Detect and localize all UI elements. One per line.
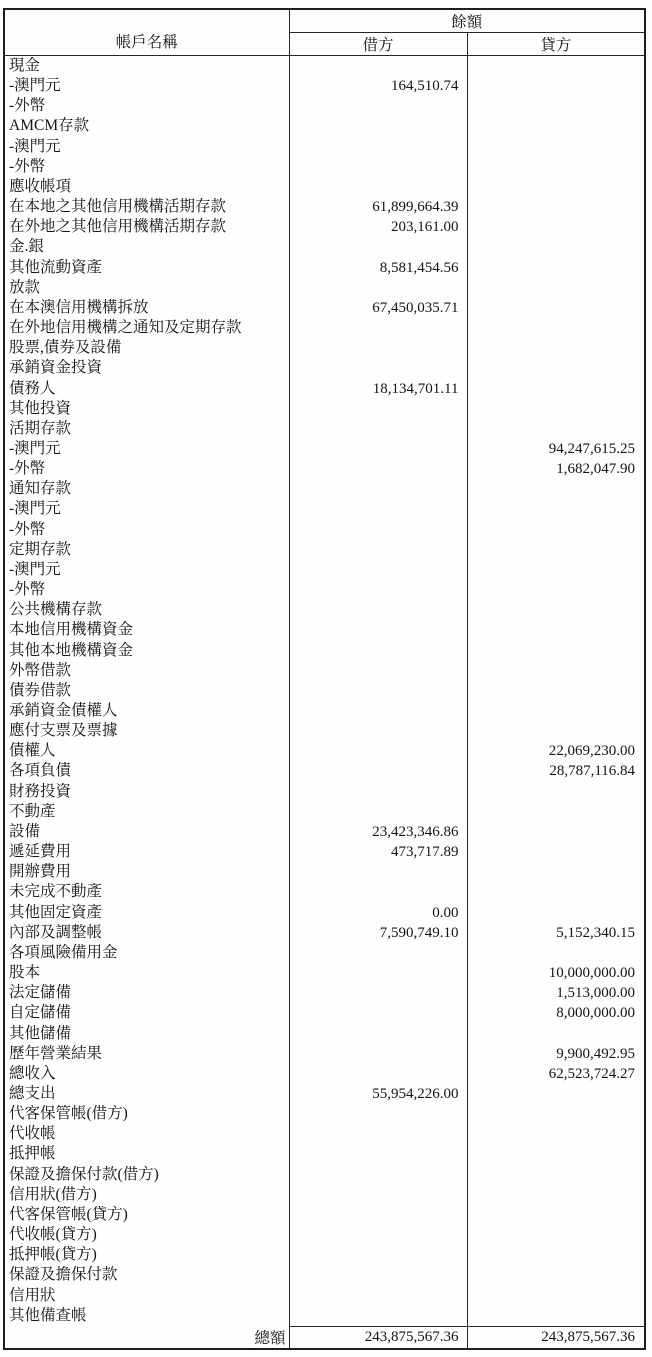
- table-row: [4, 882, 645, 902]
- account-name-cell: 其他投資: [4, 399, 289, 419]
- credit-value-cell: [467, 157, 645, 177]
- credit-value-cell: [467, 217, 645, 237]
- credit-value-cell: [467, 540, 645, 560]
- total-credit-value: 243,875,567.36: [467, 1326, 645, 1349]
- account-name-cell: 各項負債: [4, 761, 289, 781]
- table-row: [4, 298, 645, 318]
- credit-value-cell: [467, 1104, 645, 1124]
- account-name-cell: -外幣: [4, 96, 289, 116]
- credit-value-cell: [467, 520, 645, 540]
- account-name-cell: -外幣: [4, 157, 289, 177]
- account-name-cell: 內部及調整帳: [4, 923, 289, 943]
- table-row: [4, 560, 645, 580]
- credit-value-cell: [467, 560, 645, 580]
- debit-value-cell: [289, 137, 467, 157]
- account-name-cell: 通知存款: [4, 479, 289, 499]
- table-row: [4, 1286, 645, 1306]
- total-debit-value: 243,875,567.36: [289, 1326, 467, 1349]
- account-name-cell: -澳門元: [4, 76, 289, 96]
- credit-value-cell: 5,152,340.15: [556, 924, 636, 941]
- credit-value-cell: [467, 177, 645, 197]
- credit-value-cell: [467, 499, 645, 519]
- credit-value-cell: [467, 278, 645, 298]
- account-name-cell: 定期存款: [4, 540, 289, 560]
- account-name-cell: 放款: [4, 278, 289, 298]
- credit-value-cell: [467, 1306, 645, 1327]
- table-row: [4, 479, 645, 499]
- debit-value-cell: [289, 520, 467, 540]
- credit-value-cell: [467, 237, 645, 257]
- account-name-cell: 其他備查帳: [4, 1306, 289, 1327]
- account-name-cell: 活期存款: [4, 419, 289, 439]
- table-row: [4, 1003, 645, 1023]
- credit-value-cell: 62,523,724.27: [548, 1065, 636, 1082]
- account-name-cell: 其他本地機構資金: [4, 641, 289, 661]
- table-row: [4, 1104, 645, 1124]
- debit-value-cell: [289, 782, 467, 802]
- account-name-cell: 金.銀: [4, 237, 289, 257]
- table-row: [4, 1265, 645, 1285]
- debit-value-cell: [289, 358, 467, 378]
- account-name-cell: 代客保管帳(借方): [4, 1104, 289, 1124]
- account-name-cell: AMCM存款: [4, 116, 289, 136]
- table-row: [4, 641, 645, 661]
- account-name-cell: 信用狀(借方): [4, 1185, 289, 1205]
- table-row: [4, 278, 645, 298]
- table-row: [4, 76, 645, 96]
- account-name-cell: -外幣: [4, 520, 289, 540]
- debit-value-cell: [289, 1003, 467, 1023]
- debit-value-cell: [289, 318, 467, 338]
- total-label: 總額: [4, 1326, 289, 1349]
- table-row: [4, 842, 645, 862]
- account-name-cell: 股本: [4, 963, 289, 983]
- table-body: [4, 56, 645, 1327]
- account-name-cell: 在外地信用機構之通知及定期存款: [4, 318, 289, 338]
- debit-value-cell: 67,450,035.71: [289, 298, 467, 318]
- debit-value-cell: 0.00: [289, 903, 467, 923]
- credit-value-cell: [467, 338, 645, 358]
- debit-value-cell: [289, 1245, 467, 1265]
- credit-value-cell: [467, 1265, 645, 1285]
- account-name-cell: -外幣: [4, 459, 289, 479]
- debit-value-cell: [289, 237, 467, 257]
- credit-value-cell: [467, 137, 645, 157]
- account-name-cell: 在本澳信用機構拆放: [4, 298, 289, 318]
- table-row: [4, 358, 645, 378]
- table-row: [4, 1064, 645, 1084]
- account-name-cell: 公共機構存款: [4, 600, 289, 620]
- table-row: [4, 761, 645, 781]
- table-row: [4, 862, 645, 882]
- table-row: [4, 701, 645, 721]
- debit-value-cell: [289, 620, 467, 640]
- table-row: [4, 116, 645, 136]
- table-row: [4, 177, 645, 197]
- table-row: [4, 721, 645, 741]
- table-row: [4, 157, 645, 177]
- table-row: [4, 338, 645, 358]
- debit-value-cell: [289, 1044, 467, 1064]
- credit-value-cell: [467, 298, 645, 318]
- credit-value-cell: [467, 681, 645, 701]
- credit-value-cell: 9,900,492.95: [556, 1045, 636, 1062]
- debit-value-cell: 473,717.89: [289, 842, 467, 862]
- account-name-cell: 開辦費用: [4, 862, 289, 882]
- debit-value-cell: [289, 1144, 467, 1164]
- credit-value-cell: [467, 1205, 645, 1225]
- debit-value-cell: [289, 802, 467, 822]
- account-name-cell: 歷年營業結果: [4, 1044, 289, 1064]
- credit-value-cell: [467, 56, 645, 77]
- debit-value-cell: [289, 862, 467, 882]
- credit-value-cell: [467, 782, 645, 802]
- account-name-cell: 外幣借款: [4, 661, 289, 681]
- credit-value-cell: [467, 479, 645, 499]
- account-name-cell: 其他儲備: [4, 1024, 289, 1044]
- debit-value-cell: [289, 560, 467, 580]
- credit-value-cell: [467, 580, 645, 600]
- table-row: [4, 782, 645, 802]
- debit-value-cell: [289, 681, 467, 701]
- credit-value-cell: [467, 661, 645, 681]
- table-row: [4, 580, 645, 600]
- table-row: [4, 318, 645, 338]
- table-row: [4, 1044, 645, 1064]
- credit-value-cell: [467, 701, 645, 721]
- debit-value-cell: [289, 56, 467, 77]
- table-row: [4, 802, 645, 822]
- debit-value-cell: [289, 157, 467, 177]
- account-name-cell: 債券借款: [4, 681, 289, 701]
- debit-value-cell: [289, 721, 467, 741]
- table-row: [4, 943, 645, 963]
- credit-value-cell: [467, 258, 645, 278]
- table-row: [4, 237, 645, 257]
- credit-value-cell: [467, 76, 645, 96]
- credit-value-cell: [467, 1286, 645, 1306]
- account-name-cell: 財務投資: [4, 782, 289, 802]
- table-row: [4, 137, 645, 157]
- credit-value-cell: [467, 802, 645, 822]
- credit-value-cell: [467, 1084, 645, 1104]
- account-name-cell: 現金: [4, 56, 289, 77]
- table-row: [4, 1225, 645, 1245]
- credit-value-cell: 1,682,047.90: [556, 461, 636, 478]
- account-name-cell: 代收帳(貸方): [4, 1225, 289, 1245]
- table-row: [4, 661, 645, 681]
- table-row: [4, 1084, 645, 1104]
- credit-value-cell: [467, 822, 645, 842]
- credit-value-cell: [467, 943, 645, 963]
- debit-value-cell: [289, 600, 467, 620]
- debit-value-cell: [289, 882, 467, 902]
- account-name-cell: -澳門元: [4, 439, 289, 459]
- debit-value-cell: 55,954,226.00: [289, 1084, 467, 1104]
- account-name-cell: 各項風險備用金: [4, 943, 289, 963]
- debit-value-cell: [289, 1306, 467, 1327]
- table-row: [4, 600, 645, 620]
- table-row: [4, 399, 645, 419]
- credit-value-cell: 28,787,116.84: [549, 763, 636, 780]
- credit-value-cell: 94,247,615.25: [548, 440, 636, 457]
- credit-value-cell: [467, 862, 645, 882]
- debit-value-cell: [289, 540, 467, 560]
- table-row: [4, 1245, 645, 1265]
- account-name-cell: 遞延費用: [4, 842, 289, 862]
- debit-value-cell: [289, 177, 467, 197]
- credit-value-cell: [467, 419, 645, 439]
- account-name-cell: 其他流動資產: [4, 258, 289, 278]
- account-name-cell: 抵押帳: [4, 1144, 289, 1164]
- table-row: [4, 1144, 645, 1164]
- credit-value-cell: [467, 1144, 645, 1164]
- debit-value-cell: [289, 701, 467, 721]
- debit-value-cell: [289, 580, 467, 600]
- credit-value-cell: [467, 1185, 645, 1205]
- account-name-cell: 總收入: [4, 1064, 289, 1084]
- account-name-cell: 承銷資金債權人: [4, 701, 289, 721]
- table-footer: [4, 1326, 645, 1349]
- account-name-cell: 自定儲備: [4, 1003, 289, 1023]
- account-name-cell: 其他固定資產: [4, 903, 289, 923]
- account-name-cell: 本地信用機構資金: [4, 620, 289, 640]
- credit-value-cell: [467, 903, 645, 923]
- debit-value-cell: [289, 661, 467, 681]
- debit-value-cell: [289, 741, 467, 761]
- table-row: [4, 1306, 645, 1327]
- table-header: [4, 9, 645, 56]
- debit-value-cell: [289, 439, 467, 459]
- debit-value-cell: [289, 1185, 467, 1205]
- credit-value-cell: [467, 641, 645, 661]
- account-name-cell: 應付支票及票據: [4, 721, 289, 741]
- table-row: [4, 459, 645, 479]
- debit-value-cell: [289, 96, 467, 116]
- debit-value-cell: [289, 459, 467, 479]
- credit-value-cell: [467, 620, 645, 640]
- debit-value-cell: [289, 1286, 467, 1306]
- account-name-cell: 信用狀: [4, 1286, 289, 1306]
- table-row: [4, 197, 645, 217]
- account-name-cell: 不動產: [4, 802, 289, 822]
- table-row: [4, 499, 645, 519]
- table-row: [4, 1165, 645, 1185]
- account-name-cell: 保證及擔保付款: [4, 1265, 289, 1285]
- debit-value-cell: [289, 1165, 467, 1185]
- table-row: [4, 56, 645, 77]
- table-row: [4, 681, 645, 701]
- account-name-cell: -外幣: [4, 580, 289, 600]
- trial-balance-table: [3, 8, 646, 1350]
- debit-value-cell: [289, 1024, 467, 1044]
- table-row: [4, 741, 645, 761]
- table-row: [4, 258, 645, 278]
- debit-value-cell: [289, 1225, 467, 1245]
- table-row: [4, 963, 645, 983]
- debit-value-cell: [289, 1064, 467, 1084]
- table-row: [4, 520, 645, 540]
- account-name-cell: 代客保管帳(貸方): [4, 1205, 289, 1225]
- debit-value-cell: 23,423,346.86: [289, 822, 467, 842]
- table-row: [4, 439, 645, 459]
- account-name-cell: 未完成不動產: [4, 882, 289, 902]
- table-row: [4, 1024, 645, 1044]
- credit-value-cell: [467, 1245, 645, 1265]
- debit-value-cell: [289, 116, 467, 136]
- table-row: [4, 419, 645, 439]
- debit-value-cell: [289, 278, 467, 298]
- debit-value-cell: [289, 761, 467, 781]
- account-name-cell: 在外地之其他信用機構活期存款: [4, 217, 289, 237]
- credit-value-cell: 1,513,000.00: [556, 985, 636, 1002]
- debit-column-header: 借方: [289, 33, 467, 56]
- debit-value-cell: [289, 983, 467, 1003]
- account-name-cell: 總支出: [4, 1084, 289, 1104]
- debit-value-cell: [289, 338, 467, 358]
- account-name-cell: 代收帳: [4, 1124, 289, 1144]
- table-row: [4, 540, 645, 560]
- debit-value-cell: [289, 479, 467, 499]
- credit-value-cell: [467, 1165, 645, 1185]
- account-name-cell: 法定儲備: [4, 983, 289, 1003]
- account-name-cell: 承銷資金投資: [4, 358, 289, 378]
- table-row: [4, 1185, 645, 1205]
- credit-value-cell: [467, 116, 645, 136]
- debit-value-cell: [289, 1265, 467, 1285]
- account-name-cell: 抵押帳(貸方): [4, 1245, 289, 1265]
- account-name-header: 帳戶名稱: [4, 9, 289, 56]
- table-row: [4, 822, 645, 842]
- table-row: [4, 217, 645, 237]
- account-name-cell: -澳門元: [4, 499, 289, 519]
- credit-value-cell: [467, 318, 645, 338]
- table-row: [4, 1205, 645, 1225]
- table-row: [4, 379, 645, 399]
- account-name-cell: 在本地之其他信用機構活期存款: [4, 197, 289, 217]
- account-name-cell: 債務人: [4, 379, 289, 399]
- credit-value-cell: [467, 882, 645, 902]
- debit-value-cell: [289, 1104, 467, 1124]
- account-name-cell: 設備: [4, 822, 289, 842]
- debit-value-cell: [289, 399, 467, 419]
- debit-value-cell: 7,590,749.10: [289, 923, 467, 943]
- credit-value-cell: 22,069,230.00: [548, 743, 636, 760]
- credit-value-cell: [467, 358, 645, 378]
- credit-value-cell: [467, 96, 645, 116]
- balance-header: 餘額: [289, 9, 645, 33]
- table-row: [4, 903, 645, 923]
- account-name-cell: 應收帳項: [4, 177, 289, 197]
- credit-value-cell: 8,000,000.00: [556, 1005, 636, 1022]
- credit-value-cell: [467, 197, 645, 217]
- debit-value-cell: [289, 1205, 467, 1225]
- debit-value-cell: 203,161.00: [289, 217, 467, 237]
- account-name-cell: -澳門元: [4, 560, 289, 580]
- credit-value-cell: [467, 1024, 645, 1044]
- debit-value-cell: [289, 943, 467, 963]
- table-row: [4, 620, 645, 640]
- credit-value-cell: [467, 399, 645, 419]
- table-row: [4, 983, 645, 1003]
- credit-value-cell: [467, 600, 645, 620]
- debit-value-cell: [289, 963, 467, 983]
- credit-value-cell: 10,000,000.00: [548, 965, 636, 982]
- account-name-cell: -澳門元: [4, 137, 289, 157]
- total-row: [4, 1326, 645, 1349]
- credit-column-header: 貸方: [467, 33, 645, 56]
- debit-value-cell: [289, 641, 467, 661]
- credit-value-cell: [467, 1225, 645, 1245]
- debit-value-cell: [289, 499, 467, 519]
- debit-value-cell: 61,899,664.39: [289, 197, 467, 217]
- debit-value-cell: 8,581,454.56: [289, 258, 467, 278]
- debit-value-cell: [289, 419, 467, 439]
- debit-value-cell: 18,134,701.11: [289, 379, 467, 399]
- debit-value-cell: [289, 1124, 467, 1144]
- table-row: [4, 1124, 645, 1144]
- credit-value-cell: [467, 379, 645, 399]
- account-name-cell: 股票,債券及設備: [4, 338, 289, 358]
- credit-value-cell: [467, 721, 645, 741]
- table-row: [4, 923, 645, 943]
- credit-value-cell: [467, 1124, 645, 1144]
- account-name-cell: 債權人: [4, 741, 289, 761]
- credit-value-cell: [467, 842, 645, 862]
- table-row: [4, 96, 645, 116]
- debit-value-cell: 164,510.74: [289, 76, 467, 96]
- account-name-cell: 保證及擔保付款(借方): [4, 1165, 289, 1185]
